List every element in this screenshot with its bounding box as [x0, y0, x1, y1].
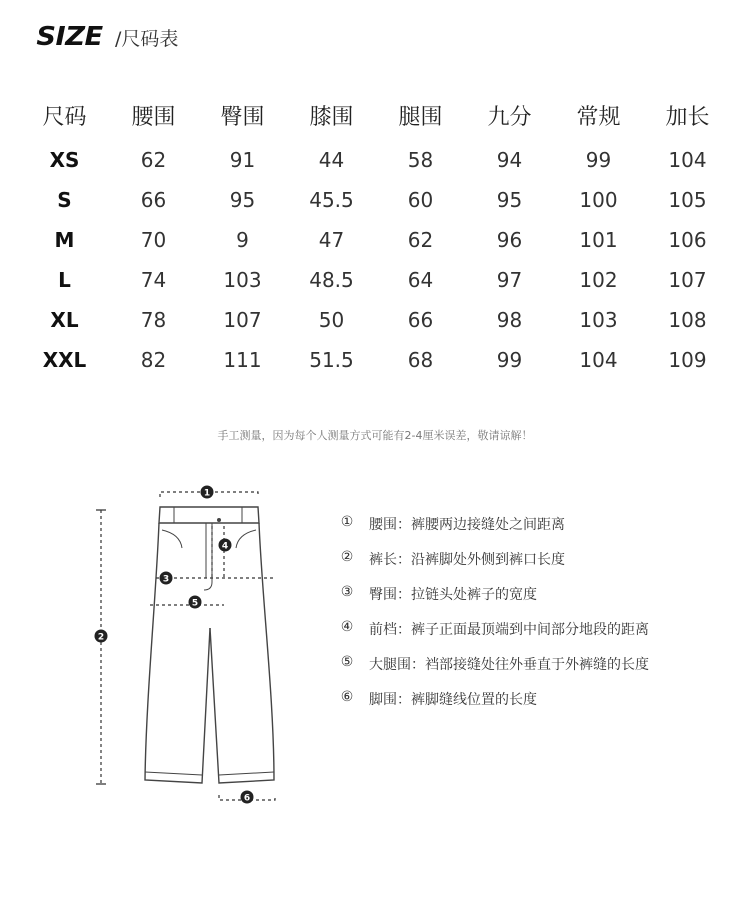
table-cell: 9 [236, 228, 249, 252]
legend-number-icon: ① [340, 514, 354, 530]
page-title: SIZE [36, 22, 103, 52]
table-row [20, 220, 732, 260]
size-label: L [58, 268, 71, 292]
legend-number-icon: ② [340, 549, 354, 565]
marker-3-icon [160, 572, 173, 585]
table-cell: 104 [668, 148, 707, 172]
table-header-row [20, 98, 732, 140]
table-cell: 78 [140, 308, 167, 332]
table-cell: 95 [496, 188, 523, 212]
table-row [20, 180, 732, 220]
size-label: XL [50, 308, 79, 332]
table-cell: 91 [229, 148, 256, 172]
table-cell: 107 [668, 268, 707, 292]
table-cell: 47 [318, 228, 345, 252]
svg-text:3: 3 [162, 574, 170, 585]
table-cell: 99 [496, 348, 523, 372]
table-cell: 64 [407, 268, 434, 292]
size-label: M [54, 228, 75, 252]
legend-number-icon: ④ [340, 619, 354, 635]
legend-item [337, 541, 649, 576]
table-cell: 60 [407, 188, 434, 212]
column-header: 九分 [487, 104, 532, 130]
table-cell: 100 [579, 188, 618, 212]
svg-text:2: 2 [97, 632, 105, 643]
legend-item [337, 681, 649, 716]
table-cell: 109 [668, 348, 707, 372]
table-cell: 48.5 [309, 268, 354, 292]
legend-item [337, 646, 649, 681]
marker-4-icon [219, 539, 232, 552]
svg-text:1: 1 [203, 488, 211, 499]
table-cell: 44 [318, 148, 345, 172]
table-cell: 96 [496, 228, 523, 252]
legend-text: 臀围：拉链头处裤子的宽度 [369, 586, 537, 603]
marker-1-icon [201, 486, 214, 499]
table-cell: 62 [407, 228, 434, 252]
column-header: 腰围 [131, 104, 176, 130]
measurement-lines [96, 492, 275, 800]
measurement-note: 手工测量，因为每个人测量方式可能有2-4厘米误差，敬请谅解！ [217, 429, 533, 442]
legend-text: 脚围：裤脚缝线位置的长度 [369, 691, 537, 708]
size-chart-table [20, 98, 732, 380]
legend-number-icon: ⑥ [340, 689, 354, 705]
pants-diagram [88, 478, 298, 808]
table-cell: 97 [496, 268, 523, 292]
table-cell: 66 [407, 308, 434, 332]
table-row [20, 340, 732, 380]
table-cell: 98 [496, 308, 523, 332]
table-cell: 70 [140, 228, 167, 252]
legend-text: 腰围：裤腰两边接缝处之间距离 [369, 516, 565, 533]
svg-text:4: 4 [221, 541, 229, 552]
legend-item [337, 611, 649, 646]
table-cell: 108 [668, 308, 707, 332]
page-subtitle: /尺码表 [115, 28, 179, 50]
legend-number-icon: ③ [340, 584, 354, 600]
size-label: XXL [42, 348, 87, 372]
table-cell: 101 [579, 228, 618, 252]
table-cell: 74 [140, 268, 167, 292]
table-cell: 68 [407, 348, 434, 372]
table-cell: 102 [579, 268, 618, 292]
table-cell: 107 [223, 308, 262, 332]
table-cell: 50 [318, 308, 345, 332]
table-cell: 45.5 [309, 188, 354, 212]
table-cell: 106 [668, 228, 707, 252]
column-header: 尺码 [42, 104, 87, 130]
svg-text:5: 5 [191, 598, 199, 609]
table-cell: 94 [496, 148, 523, 172]
table-row [20, 140, 732, 180]
marker-5-icon [189, 596, 202, 609]
legend-text: 前档：裤子正面最顶端到中间部分地段的距离 [369, 621, 649, 638]
legend-text: 大腿围：裆部接缝处往外垂直于外裤缝的长度 [369, 656, 649, 673]
table-cell: 58 [407, 148, 434, 172]
table-cell: 111 [223, 348, 262, 372]
table-cell: 105 [668, 188, 707, 212]
size-label: S [57, 188, 72, 212]
pants-outline [145, 507, 274, 783]
size-label: XS [49, 148, 80, 172]
table-cell: 99 [585, 148, 612, 172]
table-cell: 103 [579, 308, 618, 332]
button-icon [217, 518, 221, 522]
page-header [38, 22, 178, 52]
table-cell: 104 [579, 348, 618, 372]
table-cell: 103 [223, 268, 262, 292]
column-header: 加长 [665, 104, 710, 130]
column-header: 常规 [576, 104, 621, 130]
marker-2-icon [95, 630, 108, 643]
table-cell: 82 [140, 348, 167, 372]
legend-text: 裤长：沿裤脚处外侧到裤口长度 [369, 551, 565, 568]
svg-text:6: 6 [243, 793, 251, 804]
table-cell: 66 [140, 188, 167, 212]
column-header: 腿围 [398, 104, 443, 130]
column-header: 膝围 [309, 104, 354, 130]
measurement-legend [337, 506, 649, 716]
table-row [20, 300, 732, 340]
legend-number-icon: ⑤ [340, 654, 354, 670]
legend-item [337, 576, 649, 611]
column-header: 臀围 [220, 104, 265, 130]
table-cell: 51.5 [309, 348, 354, 372]
table-row [20, 260, 732, 300]
table-cell: 62 [140, 148, 167, 172]
diagram-markers [95, 486, 254, 804]
marker-6-icon [241, 791, 254, 804]
legend-item [337, 506, 649, 541]
table-cell: 95 [229, 188, 256, 212]
